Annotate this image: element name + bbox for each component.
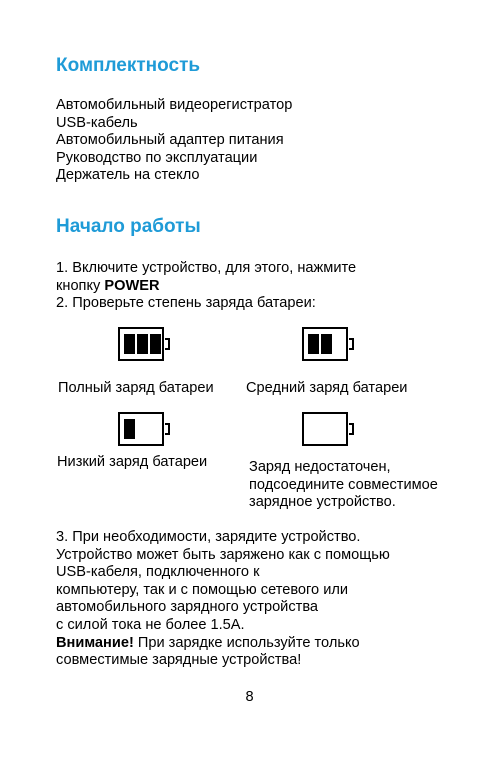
warning-line1: Внимание! При зарядке используйте только (56, 634, 360, 651)
page-number: 8 (245, 689, 254, 705)
battery-full-label: Полный заряд батареи (58, 380, 214, 396)
steps-1-2 (56, 260, 356, 313)
step2-text: 2. Проверьте степень заряда батареи: (56, 295, 316, 312)
warning-label: Внимание! (56, 634, 134, 651)
step3-line: компьютеру, так и с помощью сетевого или (56, 581, 349, 598)
step3-line: 3. При необходимости, зарядите устройство. (56, 529, 361, 545)
battery-low-icon (118, 412, 164, 446)
warning-line2: совместимые зарядные устройства! (56, 652, 302, 669)
step3-line: Устройство может быть заряжено как с помощью (56, 546, 390, 563)
step1-line2: кнопку POWER (56, 277, 160, 294)
section-title-contents: Комплектность (56, 55, 201, 76)
battery-empty-icon (302, 412, 348, 446)
list-item: Руководство по эксплуатации (56, 149, 258, 166)
list-item: Автомобильный видеорегистратор (56, 97, 293, 113)
step1-line1: 1. Включите устройство, для этого, нажмите (56, 260, 357, 276)
list-item: USB-кабель (56, 114, 138, 131)
battery-empty-label: Заряд недостаточен, подсоедините совместимое зарядное устройство. (249, 459, 438, 511)
battery-medium-label: Средний заряд батареи (246, 380, 408, 396)
step3-block (56, 529, 390, 670)
contents-list (56, 97, 292, 185)
section-title-getting-started: Начало работы (56, 216, 201, 237)
battery-full-icon (118, 327, 164, 361)
battery-medium-icon (302, 327, 348, 361)
step3-line: с силой тока не более 1.5A. (56, 616, 245, 633)
list-item: Автомобильный адаптер питания (56, 132, 284, 149)
step3-line: автомобильного зарядного устройства (56, 599, 319, 616)
step3-line: USB-кабеля, подключенного к (56, 564, 260, 581)
battery-low-label: Низкий заряд батареи (57, 454, 208, 470)
power-button-label: POWER (104, 277, 160, 294)
list-item: Держатель на стекло (56, 167, 200, 184)
